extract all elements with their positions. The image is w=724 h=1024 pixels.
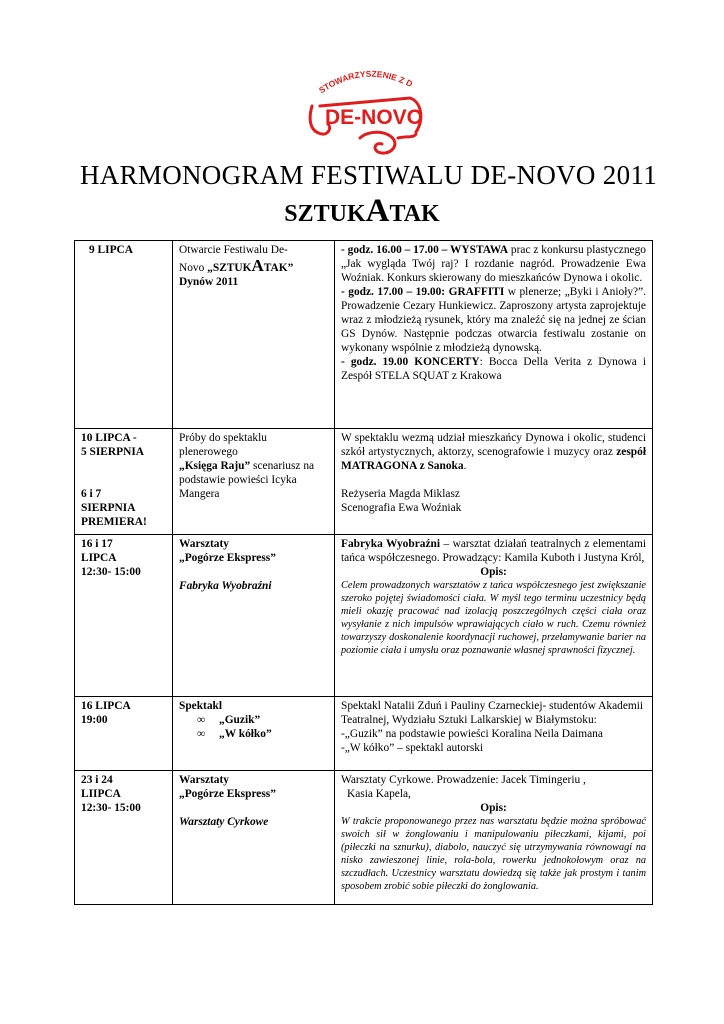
- list-item: ∞ „Guzik”: [197, 714, 261, 726]
- date-text: 10 LIPCA -: [81, 432, 137, 444]
- description-cell: [335, 241, 653, 429]
- list-item: ∞ „W kółko”: [197, 728, 272, 740]
- event-text: „Księga Raju” scenariusz na podstawie powieści Icyka Mangera: [179, 460, 315, 500]
- event-description: - godz. 16.00 – 17.00 – WYSTAWA prac z konkursu plastycznego „Jak wygląda Twój raj? I rozdanie nagród. Prowadzenie Ewa Woźniak. Konkurs skierowany do mieszkańców Dynowa i okolic.: [341, 244, 647, 284]
- event-description: - godz. 19.00 KONCERTY: Bocca Della Verita z Dynowa i Zespół STELA SQUAT z Krakowa: [341, 356, 647, 382]
- event-cell: [173, 429, 335, 535]
- table-row: [75, 535, 653, 697]
- date-text: 12:30- 15:00: [81, 802, 141, 814]
- logo-arc-text: STOWARZYSZENIE Z D: [316, 68, 415, 96]
- date-text: 23 i 24: [81, 774, 113, 786]
- table-row: [75, 697, 653, 771]
- page-subtitle: [0, 193, 724, 230]
- description-cell: [335, 771, 653, 905]
- subtitle-big-letter: A: [365, 193, 390, 229]
- description-cell: [335, 535, 653, 697]
- event-name: TAK”: [263, 262, 294, 274]
- event-description: W spektaklu wezmą udział mieszkańcy Dynowa i okolic, studenci szkół artystycznych, aktorzy, scenografowie i muzycy oraz zespół MATRAGONA z Sanoka.: [341, 432, 646, 472]
- date-text: 16 i 17: [81, 538, 113, 550]
- event-description: -„W kółko” – spektakl autorski: [341, 742, 484, 754]
- subtitle-part: SZTUK: [284, 201, 366, 227]
- event-text: Novo: [179, 262, 208, 274]
- date-cell: [75, 241, 173, 429]
- table-row: [75, 429, 653, 535]
- opis-heading: Opis:: [480, 802, 507, 814]
- description-cell: [335, 697, 653, 771]
- date-text: LIPCA: [81, 552, 117, 564]
- title-word: DE-NOVO: [470, 160, 596, 190]
- opis-heading: Opis:: [480, 566, 507, 578]
- date-text: 6 i 7: [81, 488, 102, 500]
- date-text: 19:00: [81, 714, 108, 726]
- event-cell: [173, 535, 335, 697]
- event-cell: [173, 241, 335, 429]
- date-cell: [75, 535, 173, 697]
- director-text: Reżyseria Magda Miklasz: [341, 488, 460, 500]
- infinity-bullet-icon: ∞: [197, 728, 206, 740]
- event-name-big-letter: A: [251, 256, 264, 275]
- logo-graphic: [298, 58, 430, 158]
- table-row: [75, 241, 653, 429]
- infinity-bullet-icon: ∞: [197, 714, 206, 726]
- event-text: Warsztaty: [179, 538, 229, 550]
- schedule-table: [74, 240, 653, 905]
- page-title: [80, 160, 657, 191]
- title-word: FESTIWALU: [310, 160, 464, 190]
- event-description: Fabryka Wyobraźni – warsztat działań teatralnych z elementami tańca współczesnego. Prowadzący: Kamila Kuboth i Justyna Król,: [341, 538, 646, 564]
- event-name: „Pogórze Ekspress”: [179, 552, 276, 564]
- event-description: Warsztaty Cyrkowe. Prowadzenie: Jacek Timingeriu ,: [341, 774, 586, 786]
- date-text: 16 LIPCA: [81, 700, 131, 712]
- subtitle-part: TAK: [389, 201, 440, 227]
- date-text: 5 SIERPNIA: [81, 446, 144, 458]
- date-text: 9 LIPCA: [89, 244, 133, 256]
- title-word: HARMONOGRAM: [80, 160, 304, 190]
- event-description: -„Guzik” na podstawie powieści Koralina Neila Daimana: [341, 728, 603, 740]
- event-text: Próby do spektaklu plenerowego: [179, 432, 267, 458]
- event-description: Spektakl Natalii Zduń i Pauliny Czarneckiej- studentów Akademii Teatralnej, Wydziału Sztuki Lalkarskiej w Białymstoku:: [341, 700, 644, 726]
- date-cell: [75, 697, 173, 771]
- event-text: Otwarcie Festiwalu De-: [179, 244, 288, 256]
- title-word: 2011: [602, 160, 657, 190]
- event-text: Warsztaty Cyrkowe: [179, 816, 269, 828]
- workshop-description: W trakcie proponowanego przez nas warsztatu będzie można spróbować swoich sił w żonglowaniu i manipulowaniu piłeczkami, kijami, poi (piłeczki na sznurku), diabolo, nauczyć się utrzymywania równowagi na nisko zawieszonej linie, rola-bola, rowerku jednokołowym oraz na szczudłach. Uczestnicy warsztatu dowiedzą się także jak prostym i tanim sposobem zrobić sobie piłeczki do żonglowania.: [341, 816, 646, 892]
- date-text: 12:30- 15:00: [81, 566, 141, 578]
- date-cell: [75, 429, 173, 535]
- description-cell: [335, 429, 653, 535]
- event-name: „Pogórze Ekspress”: [179, 788, 276, 800]
- logo-name: DE-NOVO: [325, 106, 424, 129]
- event-text: Fabryka Wyobraźni: [179, 580, 272, 592]
- event-text: Warsztaty: [179, 774, 229, 786]
- date-text: LIIPCA: [81, 788, 121, 800]
- event-description: Kasia Kapela,: [347, 788, 411, 800]
- date-text: PREMIERA!: [81, 516, 147, 528]
- event-cell: [173, 697, 335, 771]
- date-cell: [75, 771, 173, 905]
- event-text: Spektakl: [179, 700, 223, 712]
- workshop-description: Celem prowadzonych warsztatów z tańca współczesnego jest zwiększanie szeroko pojętej świadomości ciała. W myśl tego terminu uczestnicy będą mieli okazję pracować nad izolacją poszczególnych części ciała oraz wysyłanie z nich impulsów wprawiających ciało w ruch. Czemu również towarzyszy doskonalenie koordynacji ruchowej, przełamywanie barier na poziomie ciała i umysłu oraz poznawanie własnej sprawności fizycznej.: [341, 580, 646, 656]
- scenography-text: Scenografia Ewa Woźniak: [341, 502, 462, 514]
- event-place: Dynów 2011: [179, 276, 239, 288]
- table-row: [75, 771, 653, 905]
- event-name: „SZTUK: [207, 262, 252, 274]
- event-cell: [173, 771, 335, 905]
- de-novo-logo: [298, 58, 430, 158]
- date-text: SIERPNIA: [81, 502, 136, 514]
- event-description: - godz. 17.00 – 19.00: GRAFFITI w plenerze; „Byki i Anioły?”. Prowadzenie Cezary Hunkiewicz. Zaproszony artysta zaprojektuje wraz z młodzieżą rysunek, który ma znaleźć się na jednej ze ścian GS Dynów. Następnie podczas otwarcia festiwalu zostanie on wykonany wspólnie z młodzieżą dynowską.: [341, 286, 647, 354]
